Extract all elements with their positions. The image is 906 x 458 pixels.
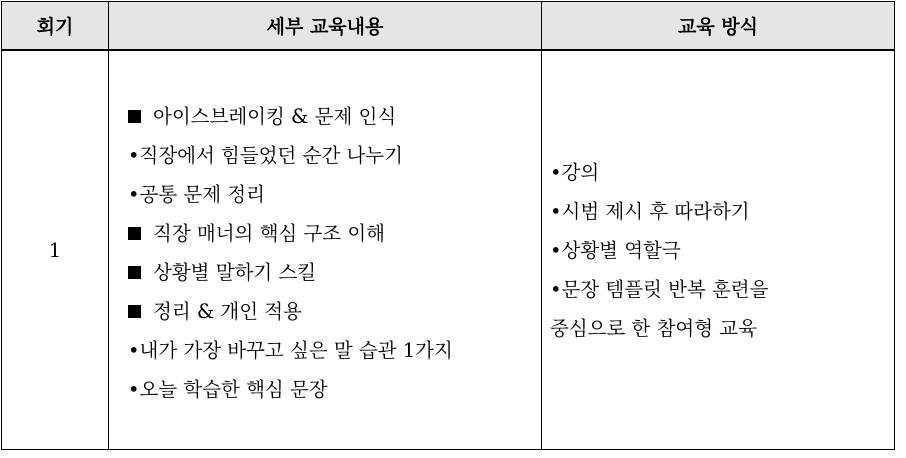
method-item: •강의 [550, 160, 600, 184]
square-bullet-icon [128, 110, 141, 123]
education-table [1, 1, 895, 450]
section-heading [128, 214, 541, 253]
method-item: •문장 템플릿 반복 훈련을 [550, 277, 769, 301]
list-item-text: •오늘 학습한 핵심 문장 [128, 377, 328, 401]
list-item-text: •내가 가장 바꾸고 싶은 말 습관 1가지 [128, 338, 453, 362]
method-item: •상황별 역할극 [550, 238, 681, 262]
list-item-text: •직장에서 힘들었던 순간 나누기 [128, 143, 403, 167]
content-list [109, 92, 541, 409]
list-item-text: 정리 & 개인 적용 [153, 299, 302, 323]
method-item: •시범 제시 후 따라하기 [550, 199, 750, 223]
section-heading [128, 97, 541, 136]
square-bullet-icon [128, 266, 141, 279]
list-item [128, 370, 541, 409]
method-item: 중심으로 한 참여형 교육 [550, 316, 757, 340]
method-list [542, 153, 894, 348]
header-method: 교육 방식 [542, 2, 895, 51]
list-item [128, 136, 541, 175]
section-heading [128, 253, 541, 292]
list-item-text: •공통 문제 정리 [128, 182, 265, 206]
header-content: 세부 교육내용 [109, 2, 542, 51]
list-item [128, 331, 541, 370]
content-cell [109, 50, 542, 450]
list-item [128, 175, 541, 214]
list-item-text: 직장 매너의 핵심 구조 이해 [153, 221, 386, 245]
header-round: 회기 [2, 2, 109, 51]
section-heading [128, 292, 541, 331]
square-bullet-icon [128, 305, 141, 318]
list-item-text: 아이스브레이킹 & 문제 인식 [153, 104, 397, 128]
list-item-text: 상황별 말하기 스킬 [153, 260, 317, 284]
table-header-row [2, 2, 895, 51]
method-cell [542, 50, 895, 450]
round-cell: 1 [2, 50, 109, 450]
square-bullet-icon [128, 227, 141, 240]
table-row [2, 50, 895, 450]
